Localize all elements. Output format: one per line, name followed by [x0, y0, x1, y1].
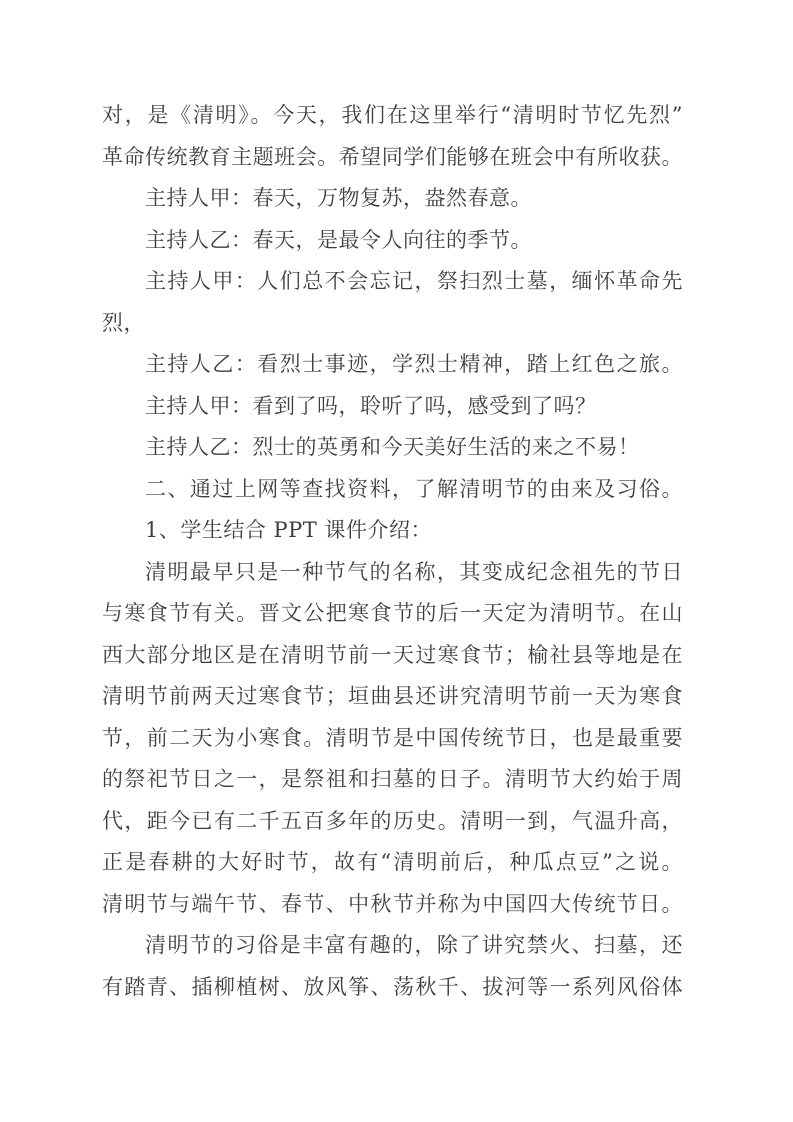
- text-line: 西大部分地区是在清明节前一天过寒食节；榆社县等地是在: [102, 642, 683, 667]
- text-line: 主持人甲：人们总不会忘记，祭扫烈士墓，缅怀革命先: [145, 269, 683, 293]
- text-line: 主持人甲：看到了吗，聆听了吗，感受到了吗？: [145, 393, 597, 418]
- text-line: 有踏青、插柳植树、放风筝、荡秋千、拔河等一系列风俗体: [102, 974, 683, 999]
- text-line: 主持人甲：春天，万物复苏，盎然春意。: [145, 186, 532, 210]
- text-line: 清明最早只是一种节气的名称，其变成纪念祖先的节日: [145, 559, 683, 584]
- text-line: 与寒食节有关。晋文公把寒食节的后一天定为清明节。在山: [102, 601, 683, 625]
- text-line: 主持人乙：春天，是最令人向往的季节。: [145, 227, 532, 252]
- text-line: 主持人乙：烈士的英勇和今天美好生活的来之不易！: [145, 435, 640, 459]
- text-line: 的祭祀节日之一，是祭祖和扫墓的日子。清明节大约始于周: [102, 767, 683, 791]
- text-line: 革命传统教育主题班会。希望同学们能够在班会中有所收获。: [102, 144, 683, 169]
- text-line: 正是春耕的大好时节，故有“清明前后，种瓜点豆”之说。: [102, 850, 683, 874]
- text-line: 主持人乙：看烈士事迹，学烈士精神，踏上红色之旅。: [145, 352, 683, 376]
- text-line: 代，距今已有二千五百多年的历史。清明一到，气温升高，: [102, 808, 683, 833]
- text-line: 清明节前两天过寒食节；垣曲县还讲究清明节前一天为寒食: [102, 684, 683, 708]
- text-line: 节，前二天为小寒食。清明节是中国传统节日，也是最重要: [102, 725, 683, 750]
- document-body: [102, 95, 683, 1008]
- text-line: 清明节的习俗是丰富有趣的，除了讲究禁火、扫墓，还: [145, 933, 683, 957]
- text-line: 1、学生结合 PPT 课件介绍：: [145, 518, 432, 542]
- text-line: 对，是《清明》。今天，我们在这里举行“清明时节忆先烈”: [102, 103, 683, 127]
- text-line: 清明节与端午节、春节、中秋节并称为中国四大传统节日。: [102, 891, 683, 916]
- text-line: 二、通过上网等查找资料，了解清明节的由来及习俗。: [145, 476, 683, 501]
- text-line: 烈，: [102, 310, 145, 335]
